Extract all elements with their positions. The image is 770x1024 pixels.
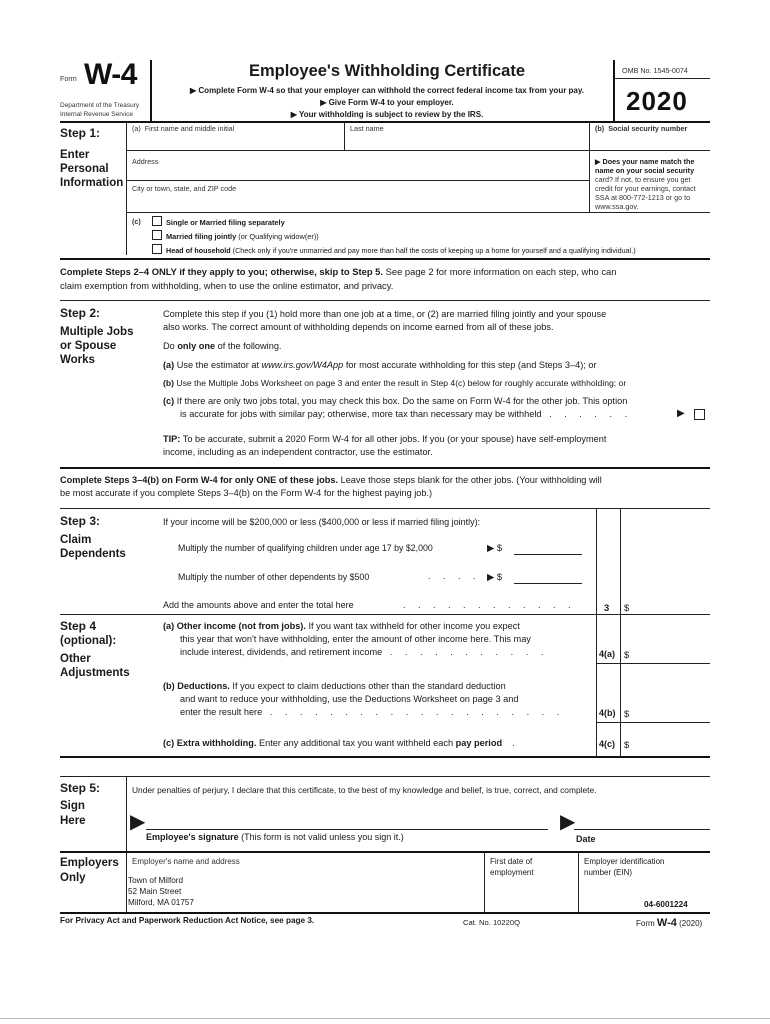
- dept-line1: Department of the Treasury: [60, 102, 140, 109]
- step2-c-arrow: ▶: [677, 408, 685, 419]
- filing-married-checkbox[interactable]: [152, 230, 162, 240]
- employer-street: 52 Main Street: [128, 887, 182, 896]
- catalog-number: Cat. No. 10220Q: [463, 918, 520, 927]
- filing-married-label: Married filing jointly: [166, 232, 237, 241]
- signature-label: Employee's signature: [146, 832, 239, 842]
- line-4a-dollar: $: [624, 649, 630, 660]
- step2-a-text1: Use the estimator at: [174, 360, 262, 370]
- step2-b-text: Use the Multiple Jobs Worksheet on page 3 and enter the result in Step 4(c) below for roughly accurate withholding; or: [173, 378, 627, 388]
- step5-name-line2: Here: [60, 815, 86, 827]
- last-name-input[interactable]: [346, 134, 586, 148]
- ssn-note-line5: SSA at 800-772-1213 or go to: [595, 193, 691, 202]
- ein-value: 04-6001224: [644, 900, 688, 909]
- footer-form-prefix: Form: [636, 919, 655, 928]
- step3-children-label: Multiply the number of qualifying children under age 17 by $2,000: [178, 543, 433, 553]
- step4-a-line1: If you want tax withheld for other income you expect: [305, 621, 520, 631]
- line-4a-amount-input[interactable]: [632, 647, 708, 661]
- step3-others-label: Multiply the number of other dependents by $500: [178, 572, 370, 582]
- city-label: City or town, state, and ZIP code: [132, 184, 237, 193]
- step1-name-line1: Enter: [60, 149, 90, 161]
- employers-label-line1: Employers: [60, 857, 119, 869]
- step2-intro-line1: Complete this step if you (1) hold more than one job at a time, or (2) are married filing jointly and your spouse: [163, 309, 607, 319]
- step4-name-line1: (optional):: [60, 635, 117, 647]
- employer-name-address-label: Employer's name and address: [132, 857, 240, 866]
- filing-married-note: (or Qualifying widow(er)): [236, 232, 319, 241]
- instruction-1: ▶ Complete Form W-4 so that your employer can withhold the correct federal income tax from your pay.: [190, 86, 584, 95]
- step5-name-line1: Sign: [60, 800, 85, 812]
- w4-form-page: Form W-4 Department of the Treasury Internal Revenue Service Employee's Withholding Certificate ▶ Complete Form W-4 so that your employer can withhold the correct federal income tax from your pay. ▶ Give Form W-4 to your employer. ▶ Your withholding is subject to review by the IRS. OMB No. 1545-0074 2020 Step 1: Enter Personal Information (a) First name and middle initial Last name (b) Social security number Address City or town, state, and ZIP code ▶ Does your name match the name on your social security card? If not, to ensure you get credit for your earnings, contact SSA at 800-772-1213 or go to www.ssa.gov. (c) Single or Married filing separately Married filing jointly (or Qualifying widow(er)) Head of household (Check only if you're unmarried and pay more than half the costs of keeping up a home for yourself and a qualifying individual.) Complete Steps 2–4 ONLY if they apply to you; otherwise, skip to Step 5. See page 2 for more information on each step, who can claim exemption from withholding, when to use the online estimator, and privacy. Step 2: Multiple Jobs or Spouse Works Complete this step if you (1) hold more than one job at a time, or (2) are married filing jointly and your spouse also works. The correct amount of withholding depends on income earned from all of these jobs. Do only one of the following. (a) Use the estimator at www.irs.gov/W4App for most accurate withholding for this step (and Steps 3–4); or (b) Use the Multiple Jobs Worksheet on page 3 and enter the result in Step 4(c) below for roughly accurate withholding; or (c) If there are only two jobs total, you may check this box. Do the same on Form W-4 for the other job. This option is accurate for jobs with similar pay; otherwise, more tax than necessary may be withheld . . . . . . ▶ TIP: To be accurate, submit a 2020 Form W-4 for all other jobs. If you (or your spouse) have self-employment income, including as an independent contractor, use the estimator. Complete Steps 3–4(b) on Form W-4 for only ONE of these jobs. Leave those steps blank for the other jobs. (Your withholding will be most accurate if you complete Steps 3–4(b) on the Form W-4 for the highest paying job.) Step 3: Claim Dependents If your income will be $200,000 or less ($400,000 or less if married filing jointly): Multiply the number of qualifying children under age 17 by $2,000 ▶ $ Multiply the number of other dependents by $500 . . . . ▶ $ Add the amounts above and enter the total here . . . . . . . . . . . . 3 $ Step 4 (optional): Other Adjustments (a) Other income (not from jobs). If you want tax withheld for other income you expect this year that won't have withholding, enter the amount of other income here. This may include interest, dividends, and retirement income . . . . . . . . . . . 4(a) $ (b) Deductions. If you expect to claim deductions other than the standard deduction and want to reduce your withholding, use the Deductions Worksheet on page 3 and enter the result here . . . . . . . . . . . . . . . . . . . . 4(b) $ (c) Extra withholding. Enter any additional tax you want withheld each pay period . 4(c) $ Step 5: Sign Here Under penalties of perjury, I declare that this certificate, to the best of my knowledge and belief, is true, correct, and complete. ▶ Employee's signature (This form is not valid unless you sign it.) ▶ Date Employers Only Employer's name and address Town of Milford 52 Main Street Milford, MA 01757 First date of employment Employer identification number (EIN) 04-6001224 For Privacy Act and Paperwork Reduction Act Notice, see page 3. Cat. No. 10220Q Form W-4 (2020): [0, 0, 770, 1024]
- address-input[interactable]: [128, 166, 586, 178]
- step4-b-title: Deductions.: [174, 681, 230, 691]
- employee-signature-input[interactable]: [146, 808, 546, 828]
- employer-city: Milford, MA 01757: [128, 898, 194, 907]
- mid1-rest: See page 2 for more information on each step, who can: [383, 266, 617, 277]
- signature-date-input[interactable]: [574, 808, 708, 828]
- signature-arrow-icon: ▶: [130, 811, 146, 833]
- footer-form-name: W-4: [656, 917, 677, 929]
- other-dependents-amount-input[interactable]: [514, 569, 582, 583]
- step4-c-title: Extra withholding.: [174, 738, 257, 748]
- first-date-label-line1: First date of: [490, 857, 533, 866]
- ssn-note-line1: ▶ Does your name match the: [595, 157, 695, 166]
- filing-single-label: Single or Married filing separately: [166, 218, 285, 227]
- line-3-amount-input[interactable]: [632, 600, 708, 614]
- step4-a-title: Other income (not from jobs).: [174, 621, 306, 631]
- step2-c-line2: is accurate for jobs with similar pay; otherwise, more tax than necessary may be withheld: [180, 409, 542, 419]
- line-4b-number: 4(b): [599, 708, 616, 718]
- step4-name-line2: Other: [60, 653, 91, 665]
- step3-name-line2: Dependents: [60, 548, 126, 560]
- line-4c-number: 4(c): [599, 739, 616, 749]
- first-name-input[interactable]: [128, 134, 342, 148]
- line-3-number: 3: [604, 602, 610, 613]
- first-date-employment-input[interactable]: [486, 880, 576, 910]
- address-label: Address: [132, 157, 159, 166]
- line-3-dollar: $: [624, 602, 630, 613]
- two-jobs-checkbox[interactable]: [694, 409, 705, 420]
- mid2-line2: be most accurate if you complete Steps 3–4(b) on the Form W-4 for the highest paying job.): [60, 488, 433, 498]
- step2-c-line1: If there are only two jobs total, you may check this box. Do the same on Form W-4 for the other job. This option: [174, 396, 628, 406]
- ssn-label: Social security number: [608, 124, 688, 133]
- step4-name-line3: Adjustments: [60, 667, 130, 679]
- date-label: Date: [576, 834, 596, 844]
- do-pre: Do: [163, 341, 178, 351]
- estimator-link[interactable]: www.irs.gov/W4App: [261, 360, 344, 370]
- line-4c-dollar: $: [624, 739, 630, 750]
- tip-label: TIP:: [163, 434, 181, 444]
- ein-label-line1: Employer identification: [584, 857, 665, 866]
- step4-c-pay-period: pay period: [455, 738, 503, 748]
- do-bold: only one: [177, 341, 216, 351]
- form-prefix: Form: [60, 74, 77, 83]
- filing-hoh-checkbox[interactable]: [152, 244, 162, 254]
- instruction-3: ▶ Your withholding is subject to review by the IRS.: [290, 110, 484, 119]
- ssn-input[interactable]: [591, 134, 709, 148]
- tip-line2: income, including as an independent contractor, use the estimator.: [163, 447, 433, 457]
- step4-b-line1: If you expect to claim deductions other than the standard deduction: [229, 681, 506, 691]
- tip-line1: To be accurate, submit a 2020 Form W-4 for all other jobs. If you (or your spouse) have self-employment: [180, 434, 607, 444]
- filing-hoh-option[interactable]: [152, 244, 636, 255]
- first-name-label: First name and middle initial: [144, 124, 235, 133]
- ssn-note-line6: www.ssa.gov.: [595, 202, 639, 211]
- filing-hoh-note: (Check only if you're unmarried and pay more than half the costs of keeping up a home for yourself and a qualifying individual.): [230, 246, 636, 255]
- step2-b-marker: (b): [163, 378, 174, 388]
- step3-children-arrow: ▶ $: [487, 542, 503, 553]
- line-4c-amount-input[interactable]: [632, 737, 708, 751]
- mid1-line2: claim exemption from withholding, when to use the online estimator, and privacy.: [60, 280, 394, 291]
- step4-a-line2: this year that won't have withholding, enter the amount of other income here. This may: [180, 634, 531, 644]
- form-title: Employee's Withholding Certificate: [248, 62, 526, 80]
- dept-line2: Internal Revenue Service: [60, 111, 133, 118]
- city-state-zip-input[interactable]: [128, 193, 586, 207]
- step1-a-marker: (a): [132, 124, 141, 133]
- date-arrow-icon: ▶: [560, 811, 576, 833]
- ein-input[interactable]: [580, 880, 708, 910]
- last-name-label: Last name: [350, 124, 384, 133]
- step2-name-line1: Multiple Jobs: [60, 326, 134, 338]
- step2-name-line3: Works: [60, 354, 95, 366]
- instruction-2: ▶ Give Form W-4 to your employer.: [320, 98, 454, 107]
- first-date-label-line2: employment: [490, 868, 534, 877]
- step1-c-marker: (c): [132, 217, 141, 226]
- step2-name-line2: or Spouse: [60, 340, 117, 352]
- ssn-note-line3: card? If not, to ensure you get: [595, 175, 691, 184]
- step1-name-line2: Personal: [60, 163, 109, 175]
- form-name: W-4: [84, 58, 137, 91]
- mid2-rest: Leave those steps blank for the other jobs. (Your withholding will: [338, 475, 602, 485]
- step2-intro-line2: also works. The correct amount of withholding depends on income earned from all of these jobs.: [163, 322, 554, 332]
- ssn-note-line4: credit for your earnings, contact: [595, 184, 696, 193]
- qualifying-children-amount-input[interactable]: [514, 540, 582, 554]
- tax-year: 2020: [626, 86, 688, 116]
- privacy-notice: For Privacy Act and Paperwork Reduction Act Notice, see page 3.: [60, 916, 315, 925]
- step1-b-marker: (b): [595, 124, 605, 133]
- filing-married-option[interactable]: [152, 230, 319, 241]
- step2-a-text2: for most accurate withholding for this step (and Steps 3–4); or: [343, 360, 597, 370]
- filing-single-option[interactable]: [152, 216, 285, 227]
- step3-others-arrow: ▶ $: [487, 571, 503, 582]
- step2-label: Step 2:: [60, 306, 101, 320]
- employer-name-address-input[interactable]: [128, 868, 480, 910]
- step4-label: Step 4: [60, 619, 97, 633]
- step4-a-marker: (a): [163, 621, 175, 631]
- omb-number: OMB No. 1545-0074: [622, 66, 688, 75]
- mid1-bold: Complete Steps 2–4 ONLY if they apply to you; otherwise, skip to Step 5.: [60, 266, 383, 277]
- step4-a-line3: include interest, dividends, and retirement income: [180, 647, 383, 657]
- employer-name: Town of Milford: [128, 876, 184, 885]
- perjury-statement: Under penalties of perjury, I declare that this certificate, to the best of my knowledge and belief, is true, correct, and complete.: [132, 785, 597, 795]
- filing-hoh-label: Head of household: [166, 246, 231, 255]
- line-4b-amount-input[interactable]: [632, 706, 708, 720]
- step1-name-line3: Information: [60, 177, 124, 189]
- step1-label: Step 1:: [60, 126, 101, 140]
- do-post: of the following.: [215, 341, 282, 351]
- line-4b-dollar: $: [624, 708, 630, 719]
- employers-label-line2: Only: [60, 872, 86, 884]
- signature-note: (This form is not valid unless you sign it.): [238, 832, 404, 842]
- step4-b-line3: enter the result here: [180, 707, 263, 717]
- step4-b-marker: (b): [163, 681, 175, 691]
- ein-label-line2: number (EIN): [584, 868, 633, 877]
- ssn-note-line2: name on your social security: [595, 166, 695, 175]
- step5-label: Step 5:: [60, 781, 101, 795]
- footer-form-year: (2020): [679, 919, 703, 928]
- line-4a-number: 4(a): [599, 649, 616, 659]
- step3-label: Step 3:: [60, 514, 101, 528]
- step4-c-text: Enter any additional tax you want withheld each: [256, 738, 456, 748]
- step3-total-label: Add the amounts above and enter the total here: [163, 600, 354, 610]
- filing-single-checkbox[interactable]: [152, 216, 162, 226]
- mid2-bold: Complete Steps 3–4(b) on Form W-4 for only ONE of these jobs.: [60, 475, 339, 485]
- step3-name-line1: Claim: [60, 534, 92, 546]
- step2-c-marker: (c): [163, 396, 175, 406]
- step4-b-line2: and want to reduce your withholding, use the Deductions Worksheet on page 3 and: [180, 694, 519, 704]
- step2-a-marker: (a): [163, 360, 175, 370]
- step3-intro: If your income will be $200,000 or less ($400,000 or less if married filing jointly):: [163, 517, 481, 527]
- step4-c-marker: (c): [163, 738, 175, 748]
